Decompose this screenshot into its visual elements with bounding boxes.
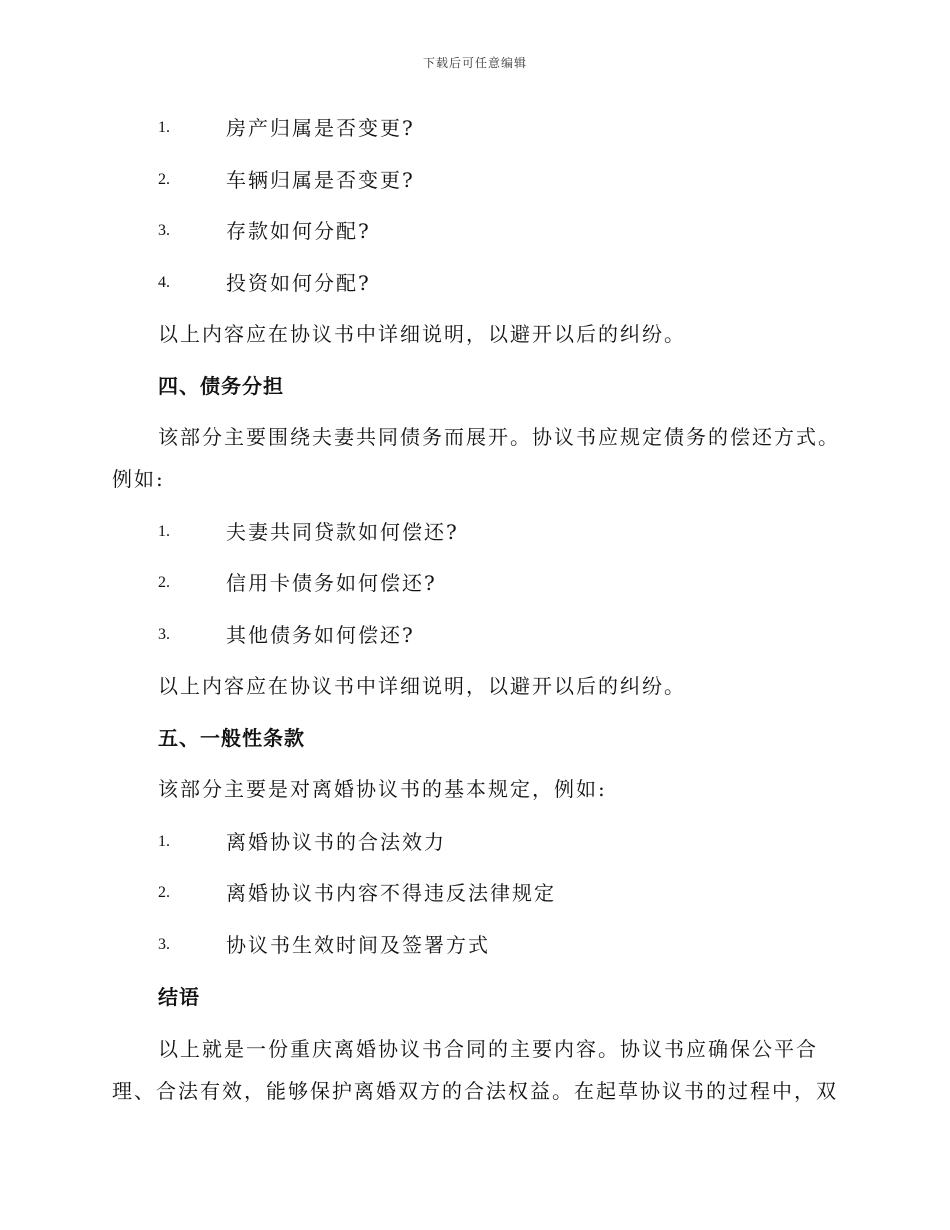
list-item: 房产归属是否变更? xyxy=(226,116,415,140)
paragraph-intro-continued: 例如: xyxy=(112,467,165,491)
list-number: 2. xyxy=(158,171,170,188)
section-heading-general: 五、一般性条款 xyxy=(158,726,305,750)
paragraph-closing-line2: 理、合法有效，能够保护离婚双方的合法权益。在起草协议书的过程中，双 xyxy=(112,1079,838,1103)
paragraph-conclusion: 以上内容应在协议书中详细说明，以避开以后的纠纷。 xyxy=(158,674,686,698)
list-item: 信用卡债务如何偿还? xyxy=(226,571,437,595)
list-number: 1. xyxy=(158,833,170,850)
list-number: 3. xyxy=(158,936,170,953)
paragraph-intro: 该部分主要围绕夫妻共同债务而展开。协议书应规定债务的偿还方式。 xyxy=(158,425,840,449)
list-item: 其他债务如何偿还? xyxy=(226,623,415,647)
list-number: 2. xyxy=(158,574,170,591)
list-item: 存款如何分配? xyxy=(226,219,371,243)
paragraph-closing-line1: 以上就是一份重庆离婚协议书合同的主要内容。协议书应确保公平合 xyxy=(158,1037,818,1061)
list-number: 4. xyxy=(158,274,170,291)
section-heading-debt: 四、债务分担 xyxy=(158,374,284,398)
list-item: 车辆归属是否变更? xyxy=(226,168,415,192)
list-number: 3. xyxy=(158,626,170,643)
list-item: 协议书生效时间及签署方式 xyxy=(226,933,490,957)
page-header: 下载后可任意编辑 xyxy=(422,56,527,70)
list-number: 1. xyxy=(158,523,170,540)
list-item: 投资如何分配? xyxy=(226,271,371,295)
paragraph-conclusion: 以上内容应在协议书中详细说明，以避开以后的纠纷。 xyxy=(158,322,686,346)
section-heading-closing: 结语 xyxy=(158,985,200,1009)
paragraph-intro: 该部分主要是对离婚协议书的基本规定，例如: xyxy=(158,777,607,801)
list-item: 离婚协议书内容不得违反法律规定 xyxy=(226,881,556,905)
list-item: 离婚协议书的合法效力 xyxy=(226,830,446,854)
list-number: 2. xyxy=(158,884,170,901)
list-number: 3. xyxy=(158,222,170,239)
list-item: 夫妻共同贷款如何偿还? xyxy=(226,520,459,544)
list-number: 1. xyxy=(158,119,170,136)
